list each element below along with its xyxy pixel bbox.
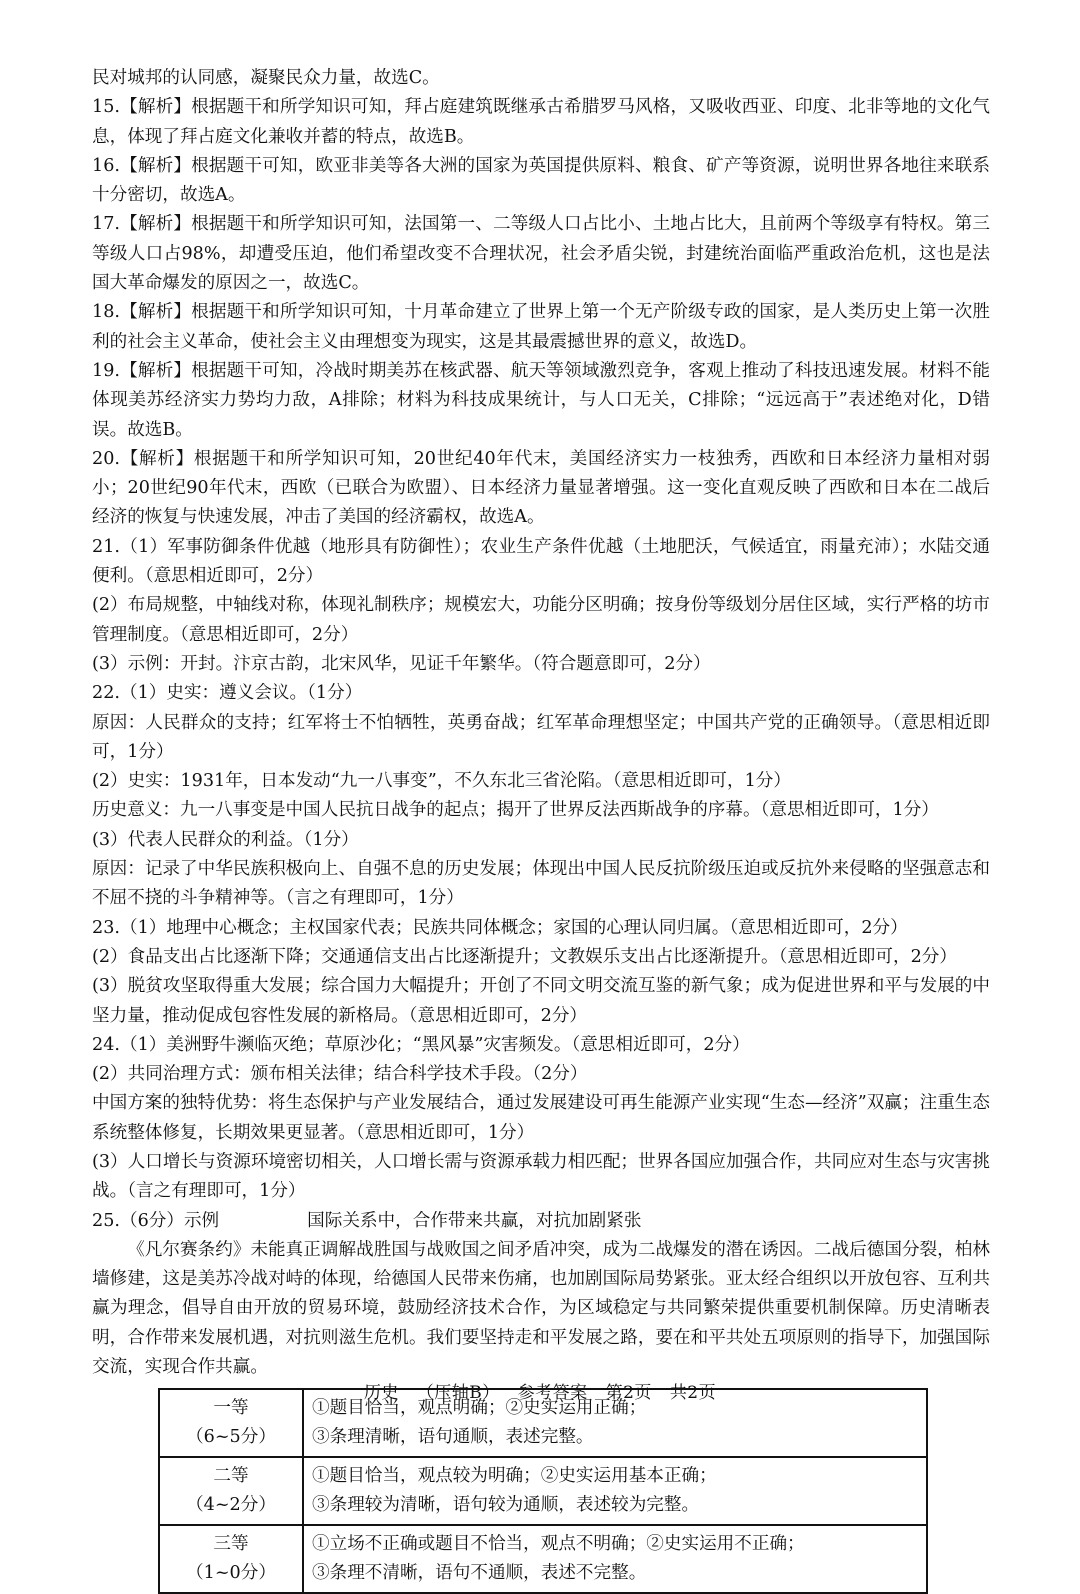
answer-q22-2: (2）史实：1931年，日本发动“九一八事变”，不久东北三省沦陷。（意思相近即可，1分） bbox=[92, 771, 791, 792]
grade-level: 三等 bbox=[213, 1534, 249, 1555]
answer-q21-1: 21.（1）军事防御条件优越（地形具有防御性）；农业生产条件优越（土地肥沃，气候适宜，雨量充沛）；水陆交通便利。（意思相近即可，2分） bbox=[92, 536, 990, 587]
answer-q17: 17.【解析】根据题干和所学知识可知，法国第一、二等级人口占比小、土地占比大，且前两个等级享有特权。第三等级人口占98%，却遭受压迫，他们希望改变不合理状况，社会矛盾尖锐，封建统治面临严重政治危机，这也是法国大革命爆发的原因之一，故选C。 bbox=[92, 214, 990, 294]
answer-q24-3: (3）人口增长与资源环境密切相关，人口增长需与资源承载力相匹配；世界各国应加强合作，共同应对生态与灾害挑战。（言之有理即可，1分） bbox=[92, 1151, 990, 1202]
answer-q20: 20.【解析】根据题干和所学知识可知，20世纪40年代末，美国经济实力一枝独秀，西欧和日本经济力量相对弱小；20世纪90年代末，西欧（已联合为欧盟）、日本经济力量显著增强。这一变化直观反映了西欧和日本在二战后经济的恢复与快速发展，冲击了美国的经济霸权，故选A。 bbox=[92, 448, 990, 528]
answer-q16: 16.【解析】根据题干可知，欧亚非美等各大洲的国家为英国提供原料、粮食、矿产等资源，说明世界各地往来联系十分密切，故选A。 bbox=[92, 155, 990, 206]
answer-q19: 19.【解析】根据题干可知，冷战时期美苏在核武器、航天等领域激烈竞争，客观上推动了科技迅速发展。材料不能体现美苏经济实力势均力敌，A排除；材料为科技成果统计，与人口无关，C排除；“远远高于”表述绝对化，D错误。故选B。 bbox=[92, 360, 990, 440]
table-row bbox=[159, 1525, 927, 1593]
grade-criteria: ③条理不清晰，语句不通顺，表述不完整。 bbox=[312, 1563, 647, 1584]
answer-q15: 15.【解析】根据题干和所学知识可知，拜占庭建筑既继承古希腊罗马风格，又吸收西亚、印度、北非等地的文化气息，体现了拜占庭文化兼收并蓄的特点，故选B。 bbox=[92, 97, 990, 147]
q25-label: 25.（6分）示例 bbox=[92, 1210, 220, 1231]
q25-essay: 《凡尔赛条约》未能真正调解战胜国与战败国之间矛盾冲突，成为二战爆发的潜在诱因。二战后德国分裂，柏林墙修建，这是美苏冷战对峙的体现，给德国人民带来伤痛，也加剧国际局势紧张。亚太经合组织以开放包容、互利共赢为理念，倡导自由开放的贸易环境，鼓励经济技术合作，为区域稳定与共同繁荣提供重要机制保障。历史清晰表明，合作带来发展机遇，对抗则滋生危机。我们要坚持走和平发展之路，要在和平共处五项原则的指导下，加强国际交流，实现合作共赢。 bbox=[92, 1239, 990, 1378]
grade-criteria: ①题目恰当，观点较为明确；②史实运用基本正确； bbox=[312, 1466, 717, 1487]
answer-q18: 18.【解析】根据题干和所学知识可知，十月革命建立了世界上第一个无产阶级专政的国家，是人类历史上第一次胜利的社会主义革命，使社会主义由理想变为现实，这是其最震撼世界的意义，故选D。 bbox=[92, 302, 990, 352]
grade-level: 一等 bbox=[213, 1398, 249, 1419]
answer-line: 民对城邦的认同感，凝聚民众力量，故选C。 bbox=[92, 68, 440, 88]
answer-q24-2-advantage: 中国方案的独特优势：将生态保护与产业发展结合，通过发展建设可再生能源产业实现“生态—经济”双赢；注重生态系统整体修复，长期效果更显著。（意思相近即可，1分） bbox=[92, 1093, 990, 1143]
footer-subject: 历史 bbox=[363, 1383, 399, 1403]
grade-score: （1~0分） bbox=[186, 1563, 276, 1584]
grade-level-cell bbox=[159, 1525, 303, 1593]
grade-level-cell bbox=[159, 1457, 303, 1525]
answer-q22-1-reason: 原因：人民群众的支持；红军将士不怕牺牲，英勇奋战；红军革命理想坚定；中国共产党的正确领导。（意思相近即可，1分） bbox=[92, 712, 990, 762]
answer-q25-head bbox=[92, 1207, 990, 1236]
answer-q22-1: 22.（1）史实：遵义会议。（1分） bbox=[92, 683, 363, 704]
grade-criteria-cell bbox=[303, 1457, 927, 1525]
grade-criteria: ③条理较为清晰，语句较为通顺，表述较为完整。 bbox=[312, 1495, 700, 1516]
page-footer bbox=[0, 1378, 1080, 1403]
answer-q22-2-meaning: 历史意义：九一八事变是中国人民抗日战争的起点；揭开了世界反法西斯战争的序幕。（意思相近即可，1分） bbox=[92, 800, 939, 821]
q25-topic: 国际关系中，合作带来共赢，对抗加剧紧张 bbox=[307, 1210, 642, 1231]
footer-page: 第2页 bbox=[605, 1383, 652, 1403]
answer-q22-3-reason: 原因：记录了中华民族积极向上、自强不息的历史发展；体现出中国人民反抗阶级压迫或反抗外来侵略的坚强意志和不屈不挠的斗争精神等。（言之有理即可，1分） bbox=[92, 859, 990, 909]
answer-q23-3: (3）脱贫攻坚取得重大发展；综合国力大幅提升；开创了不同文明交流互鉴的新气象；成为促进世界和平与发展的中坚力量，推动促成包容性发展的新格局。（意思相近即可，2分） bbox=[92, 976, 990, 1026]
grade-level: 二等 bbox=[213, 1466, 249, 1487]
grade-score: （4~2分） bbox=[186, 1495, 276, 1516]
answer-q23-1: 23.（1）地理中心概念；主权国家代表；民族共同体概念；家国的心理认同归属。（意思相近即可，2分） bbox=[92, 917, 908, 938]
grading-table bbox=[158, 1388, 928, 1594]
grade-criteria: ③条理清晰，语句通顺，表述完整。 bbox=[312, 1427, 594, 1448]
answer-q23-2: (2）食品支出占比逐渐下降；交通通信支出占比逐渐提升；文教娱乐支出占比逐渐提升。（意思相近即可，2分） bbox=[92, 946, 957, 967]
grade-criteria-cell bbox=[303, 1525, 927, 1593]
grade-criteria: ①立场不正确或题目不恰当，观点不明确；②史实运用不正确； bbox=[312, 1534, 805, 1555]
grade-score: （6~5分） bbox=[186, 1427, 276, 1448]
footer-paper: （压轴B） bbox=[416, 1383, 500, 1403]
answer-q24-2: (2）共同治理方式：颁布相关法律；结合科学技术手段。（2分） bbox=[92, 1064, 588, 1085]
answer-q21-3: (3）示例：开封。汴京古韵，北宋风华，见证千年繁华。（符合题意即可，2分） bbox=[92, 653, 711, 674]
answer-q22-3: (3）代表人民群众的利益。（1分） bbox=[92, 829, 359, 850]
footer-total: 共2页 bbox=[669, 1383, 717, 1403]
grade-criteria: ①题目恰当，观点明确；②史实运用正确； bbox=[312, 1398, 647, 1419]
answer-q21-2: (2）布局规整，中轴线对称，体现礼制秩序；规模宏大，功能分区明确；按身份等级划分居住区域，实行严格的坊市管理制度。（意思相近即可，2分） bbox=[92, 595, 990, 645]
table-row bbox=[159, 1457, 927, 1525]
answer-q24-1: 24.（1）美洲野牛濒临灭绝；草原沙化；“黑风暴”灾害频发。（意思相近即可，2分） bbox=[92, 1034, 750, 1055]
footer-doc: 参考答案 bbox=[517, 1383, 588, 1403]
answer-content bbox=[92, 64, 990, 1594]
